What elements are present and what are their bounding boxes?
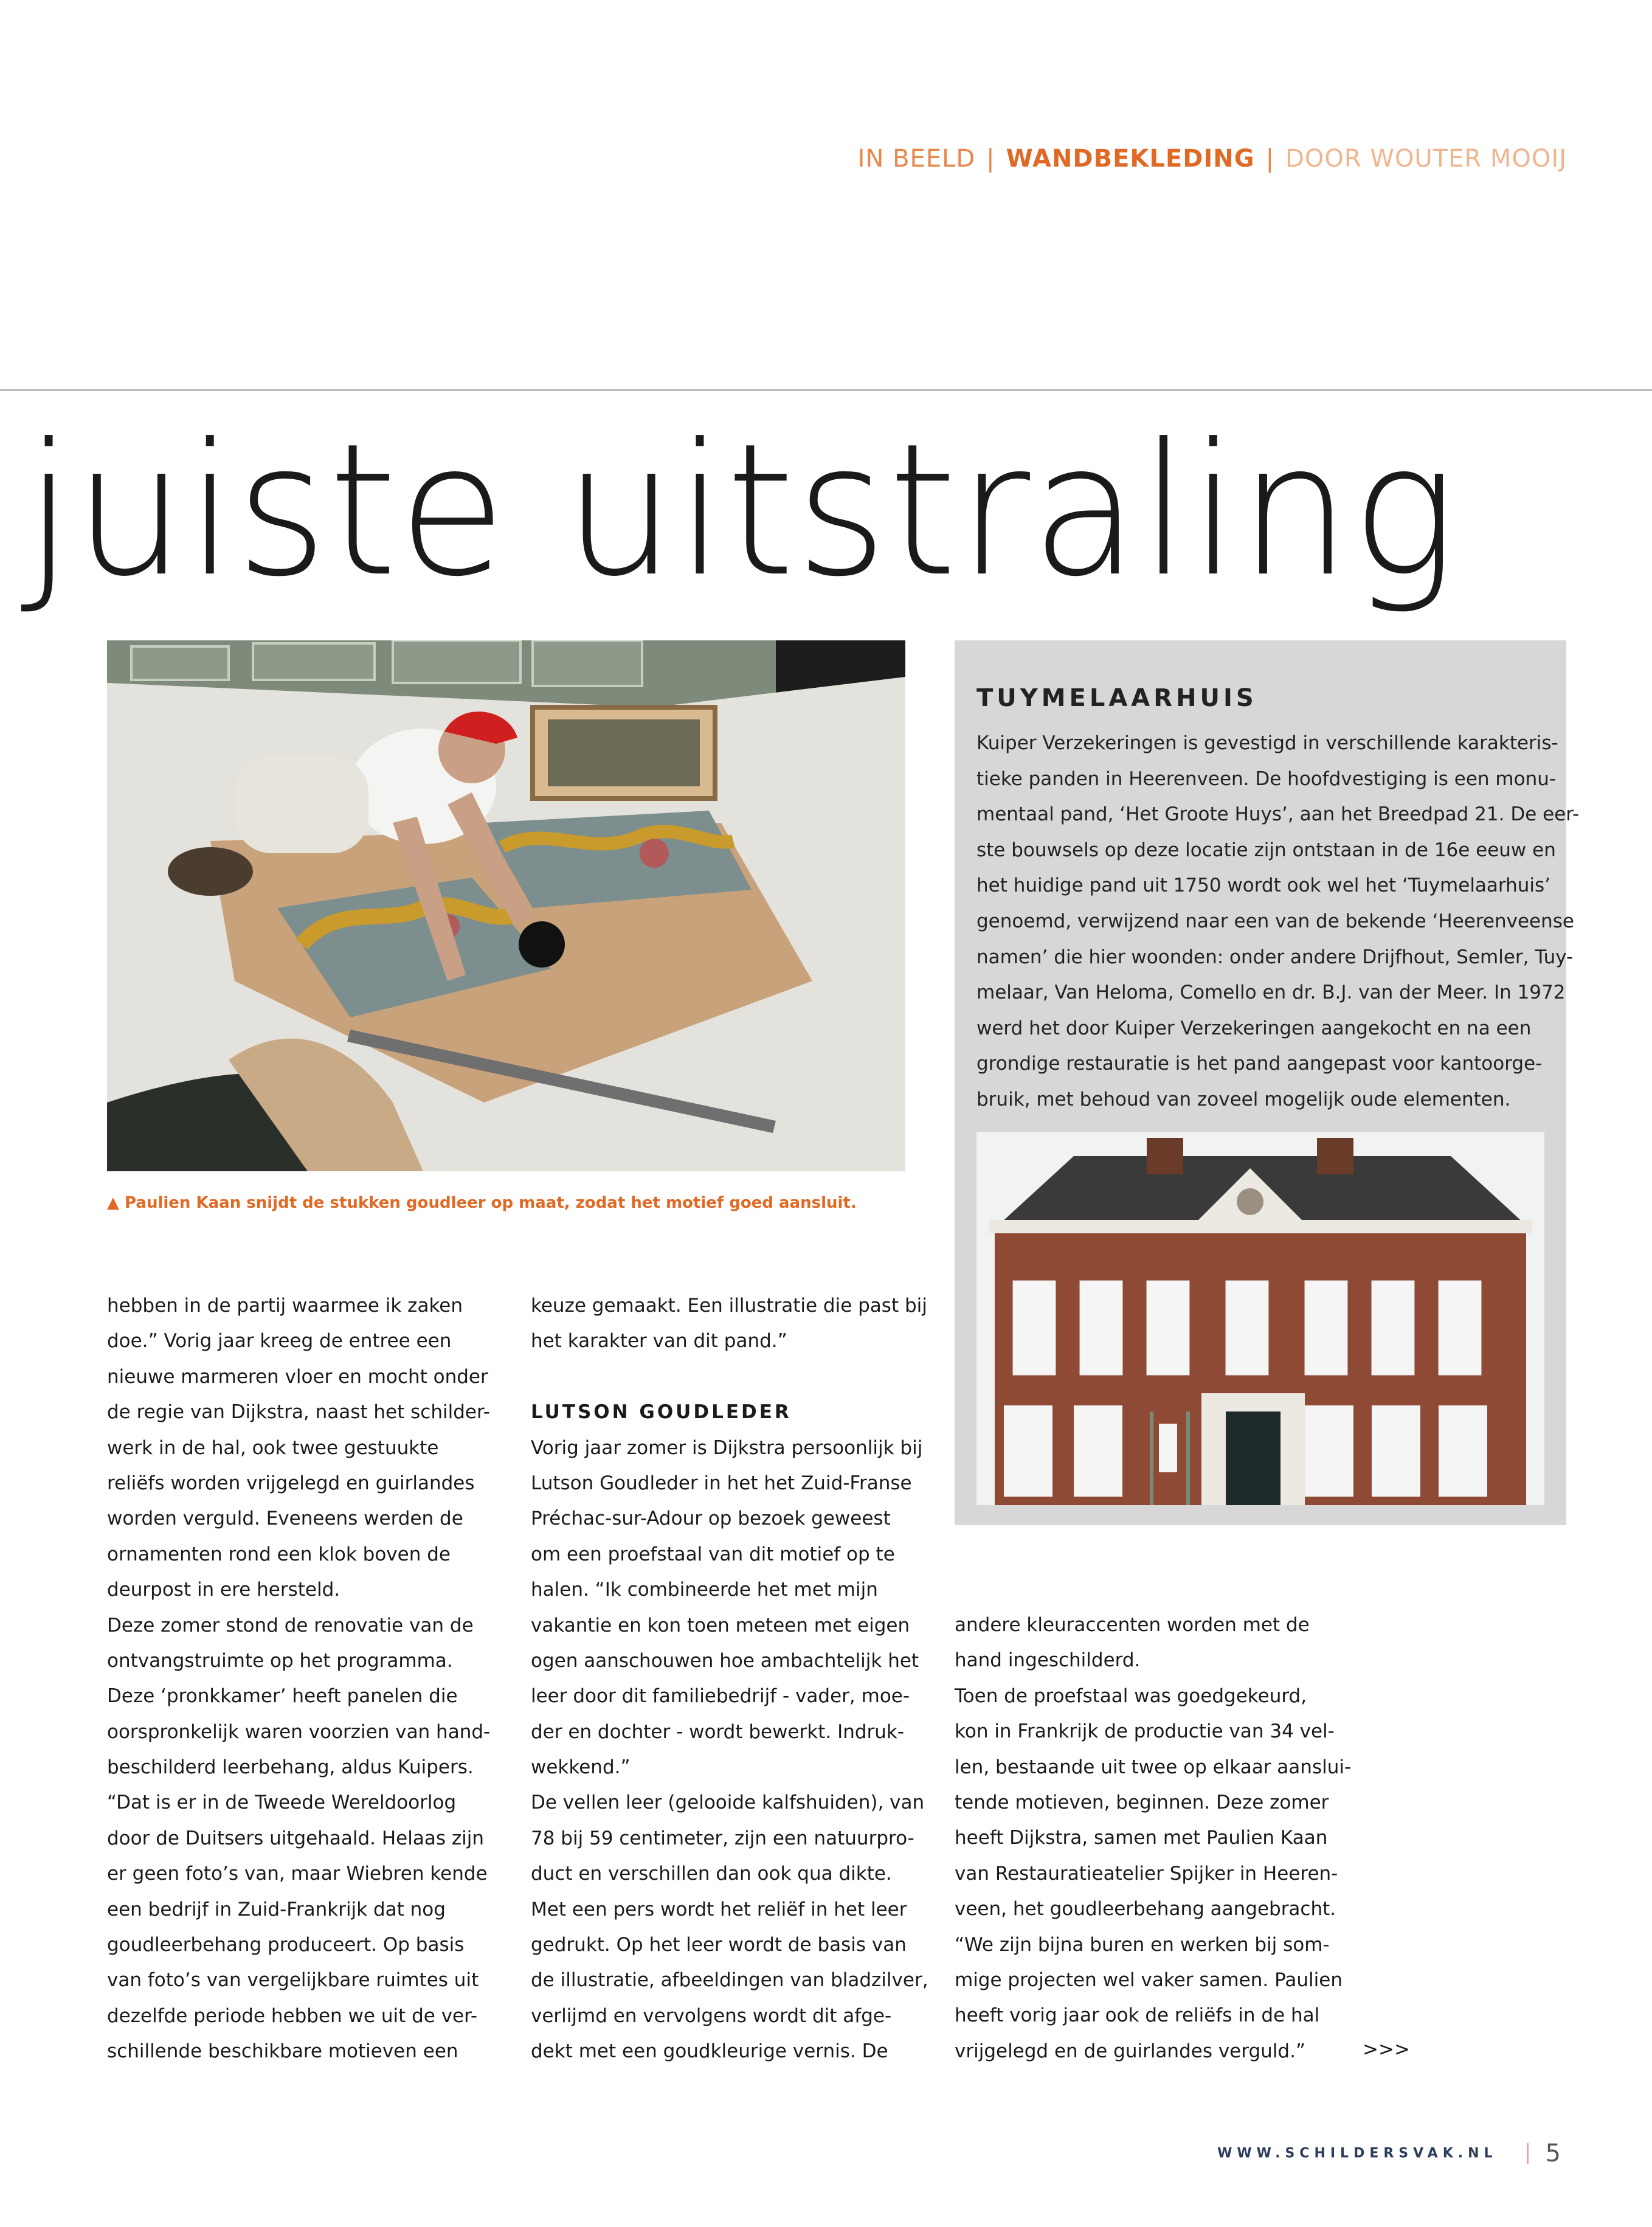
body-line: leer door dit familiebedrijf - vader, moe- (531, 1685, 910, 1708)
body-line: “Dat is er in de Tweede Wereldoorlog (107, 1792, 457, 1814)
body-line: Met een pers wordt het reliëf in het leer (531, 1898, 907, 1920)
body-line: halen. “Ik combineerde het met mijn (531, 1579, 878, 1601)
sidebar-line: mentaal pand, ‘Het Groote Huys’, aan het Breedpad 21. De eer- (976, 803, 1580, 826)
body-line: er geen foto’s van, maar Wiebren kende (107, 1863, 488, 1885)
body-line: Lutson Goudleder in het het Zuid-Franse (531, 1472, 912, 1494)
body-line: goudleerbehang produceert. Op basis (107, 1934, 465, 1956)
body-line: reliëfs worden vrijgelegd en guirlandes (107, 1472, 475, 1494)
photo-caption: ▲ Paulien Kaan snijdt de stukken goudleer op maat, zodat het motief goed aansluit. (107, 1194, 857, 1212)
body-line: doe.” Vorig jaar kreeg de entree een (107, 1330, 452, 1352)
continue-marker: >>> (1363, 2038, 1410, 2060)
page-number: 5 (1545, 2139, 1561, 2167)
body-line: schillende beschikbare motieven een (107, 2040, 458, 2063)
sidebar-line: tieke panden in Heerenveen. De hoofdvestiging is een monu- (976, 767, 1557, 790)
spacer-line (531, 1359, 920, 1394)
body-line: duct en verschillen dan ook qua dikte. (531, 1863, 892, 1885)
body-line: deurpost in ere hersteld. (107, 1579, 340, 1601)
body-line: wekkend.” (531, 1756, 631, 1779)
body-line: veen, het goudleerbehang aangebracht. (955, 1898, 1336, 1920)
sidebar-line: melaar, Van Heloma, Comello en dr. B.J. van der Meer. In 1972 (976, 982, 1566, 1004)
title-rule (0, 389, 1652, 391)
body-line: Deze ‘pronkkamer’ heeft panelen die (107, 1685, 458, 1708)
section-label: IN BEELD (857, 145, 976, 173)
body-line: een bedrijf in Zuid-Frankrijk dat nog (107, 1898, 446, 1920)
sidebar-line: ste bouwsels op deze locatie zijn ontstaan in de 16e eeuw en (976, 839, 1556, 861)
body-line: werk in de hal, ook twee gestuukte (107, 1436, 439, 1459)
body-line: het karakter van dit pand.” (531, 1330, 787, 1352)
body-line: Préchac-sur-Adour op bezoek geweest (531, 1508, 891, 1530)
body-line: om een proefstaal van dit motief op te (531, 1543, 895, 1565)
body-line: gedrukt. Op het leer wordt de basis van (531, 1934, 907, 1956)
body-line: heeft Dijkstra, samen met Paulien Kaan (955, 1827, 1328, 1849)
body-line: ogen aanschouwen hoe ambachtelijk het (531, 1649, 919, 1672)
body-line: hebben in de partij waarmee ik zaken (107, 1295, 463, 1317)
body-line: nieuwe marmeren vloer en mocht onder (107, 1365, 488, 1388)
body-line: ontvangstruimte op het programma. (107, 1649, 453, 1672)
photo-tuymelaarhuis (976, 1132, 1544, 1505)
body-line: worden verguld. Eveneens werden de (107, 1508, 463, 1530)
body-line: heeft vorig jaar ook de reliëfs in de hal (955, 2004, 1320, 2027)
sidebar-body (976, 726, 1580, 1118)
body-line: 78 bij 59 centimeter, zijn een natuurpro- (531, 1827, 914, 1849)
body-line: dezelfde periode hebben we uit de ver- (107, 2004, 478, 2027)
section-header (858, 145, 1567, 173)
body-line: ornamenten rond een klok boven de (107, 1543, 451, 1565)
sidebar-line: werd het door Kuiper Verzekeringen aangekocht en na een (976, 1017, 1532, 1039)
author-label: DOOR WOUTER MOOIJ (1285, 145, 1567, 173)
topic-label: WANDBEKLEDING (1006, 145, 1255, 173)
body-line: oorspronkelijk waren voorzien van hand- (107, 1720, 491, 1743)
body-line: De vellen leer (gelooide kalfshuiden), van (531, 1792, 925, 1814)
body-line: kon in Frankrijk de productie van 34 vel- (955, 1720, 1335, 1743)
header-separator: | (986, 145, 995, 173)
header-separator: | (1265, 145, 1275, 173)
body-line: Vorig jaar zomer is Dijkstra persoonlijk bij (531, 1436, 923, 1459)
sidebar-line: namen’ die hier woonden: onder andere Drijfhout, Semler, Tuy- (976, 946, 1574, 968)
body-column-1 (107, 1288, 496, 2069)
body-line: dekt met een goudkleurige vernis. De (531, 2040, 888, 2063)
body-line: verlijmd en vervolgens wordt dit afge- (531, 2004, 892, 2027)
sidebar-box (955, 640, 1580, 1525)
body-line: andere kleuraccenten worden met de (955, 1614, 1310, 1636)
body-column-2 (531, 1288, 928, 2069)
footer-divider (1527, 2143, 1529, 2164)
body-line: Deze zomer stond de renovatie van de (107, 1614, 474, 1636)
body-line: vakantie en kon toen meteen met eigen (531, 1614, 910, 1636)
body-line: de illustratie, afbeeldingen van bladzilver, (531, 1969, 928, 1992)
body-line: de regie van Dijkstra, naast het schilder- (107, 1401, 490, 1424)
body-line: door de Duitsers uitgehaald. Helaas zijn (107, 1827, 485, 1849)
footer-url[interactable]: WWW.SCHILDERSVAK.NL (1217, 2146, 1498, 2161)
sidebar-line: grondige restauratie is het pand aangepast voor kantoorge- (976, 1053, 1543, 1075)
sidebar-line: Kuiper Verzekeringen is gevestigd in verschillende karakteris- (976, 732, 1558, 754)
page-headline: juiste uitstraling (24, 404, 1458, 617)
body-line: tende motieven, beginnen. Deze zomer (955, 1791, 1329, 1813)
sidebar-line: genoemd, verwijzend naar een van de bekende ‘Heerenveense (976, 910, 1574, 932)
body-line: van foto’s van vergelijkbare ruimtes uit (107, 1969, 479, 1992)
body-column-3 (955, 1607, 1352, 2069)
subheading: LUTSON GOUDLEDER (531, 1401, 792, 1424)
sidebar-line: bruik, met behoud van zoveel mogelijk oude elementen. (976, 1088, 1511, 1110)
body-line: keuze gemaakt. Een illustratie die past bij (531, 1295, 927, 1317)
body-line: beschilderd leerbehang, aldus Kuipers. (107, 1756, 474, 1779)
page-footer (1217, 2139, 1561, 2167)
photo-restorer-cutting-leather (107, 640, 905, 1171)
sidebar-title: TUYMELAARHUIS (976, 684, 1257, 712)
body-line: len, bestaande uit twee op elkaar aanslui- (955, 1756, 1352, 1778)
body-line: van Restauratieatelier Spijker in Heeren- (955, 1862, 1338, 1885)
body-line: vrijgelegd en de guirlandes verguld.” (955, 2040, 1305, 2062)
body-line: “We zijn bijna buren en werken bij som- (955, 1933, 1330, 1956)
body-line: der en dochter - wordt bewerkt. Indruk- (531, 1720, 905, 1743)
body-line: Toen de proefstaal was goedgekeurd, (955, 1685, 1307, 1707)
body-line: mige projecten wel vaker samen. Paulien (955, 1969, 1343, 1991)
sidebar-line: het huidige pand uit 1750 wordt ook wel het ‘Tuymelaarhuis’ (976, 875, 1551, 897)
body-line: hand ingeschilderd. (955, 1649, 1141, 1672)
